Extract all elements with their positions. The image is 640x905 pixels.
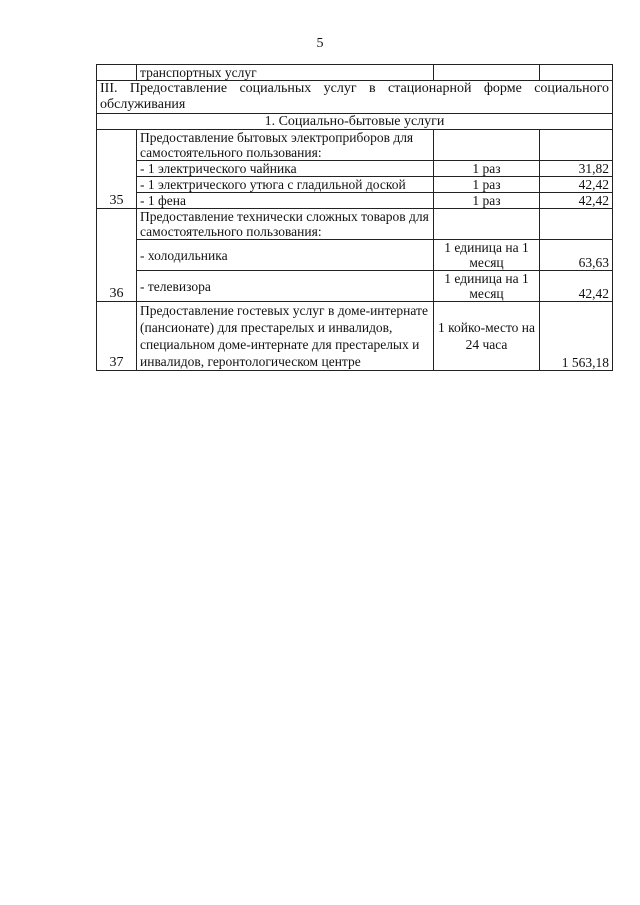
service-name-cell: - холодильника bbox=[137, 240, 434, 271]
unit-cell: 1 раз bbox=[434, 161, 540, 177]
service-name-cell: - 1 электрического утюга с гладильной доской bbox=[137, 177, 434, 193]
table-row bbox=[97, 240, 613, 271]
tariff-table bbox=[96, 64, 613, 371]
service-name-cell: - 1 фена bbox=[137, 193, 434, 209]
table-row-continuation bbox=[97, 65, 613, 81]
service-name-cell: - телевизора bbox=[137, 271, 434, 302]
unit-cell bbox=[434, 130, 540, 161]
table-row bbox=[97, 161, 613, 177]
item-heading: Предоставление технически сложных товаров для самостоятельного пользования: bbox=[137, 209, 434, 240]
price-cell bbox=[540, 130, 613, 161]
price-cell: 1 563,18 bbox=[540, 302, 613, 371]
price-cell bbox=[540, 209, 613, 240]
price-cell: 42,42 bbox=[540, 177, 613, 193]
item-number: 36 bbox=[97, 209, 137, 302]
table-row bbox=[97, 177, 613, 193]
price-cell bbox=[540, 65, 613, 81]
table-row bbox=[97, 302, 613, 371]
price-cell: 42,42 bbox=[540, 193, 613, 209]
subsection-heading-row bbox=[97, 114, 613, 130]
number-cell bbox=[97, 65, 137, 81]
table-row bbox=[97, 193, 613, 209]
table-row bbox=[97, 130, 613, 161]
price-cell: 42,42 bbox=[540, 271, 613, 302]
service-name-cell: - 1 электрического чайника bbox=[137, 161, 434, 177]
unit-cell: 1 единица на 1 месяц bbox=[434, 240, 540, 271]
unit-cell bbox=[434, 209, 540, 240]
item-heading: Предоставление бытовых электроприборов для самостоятельного пользования: bbox=[137, 130, 434, 161]
price-cell: 63,63 bbox=[540, 240, 613, 271]
service-name-cell: Предоставление гостевых услуг в доме-интернате (пансионате) для престарелых и инвалидов, специальном доме-интернате для престарелых и инвалидов, геронтологическом центре bbox=[137, 302, 434, 371]
unit-cell bbox=[434, 65, 540, 81]
section-heading-row bbox=[97, 81, 613, 114]
unit-cell: 1 единица на 1 месяц bbox=[434, 271, 540, 302]
section-title: III. Предоставление социальных услуг в стационарной форме социального обслуживания bbox=[97, 81, 613, 114]
service-name-cell: транспортных услуг bbox=[137, 65, 434, 81]
unit-cell: 1 раз bbox=[434, 177, 540, 193]
table-row bbox=[97, 209, 613, 240]
item-number: 35 bbox=[97, 130, 137, 209]
subsection-title: 1. Социально-бытовые услуги bbox=[97, 114, 613, 130]
unit-cell: 1 раз bbox=[434, 193, 540, 209]
unit-cell: 1 койко-место на 24 часа bbox=[434, 302, 540, 371]
price-cell: 31,82 bbox=[540, 161, 613, 177]
page-number: 5 bbox=[316, 36, 324, 51]
table-row bbox=[97, 271, 613, 302]
item-number: 37 bbox=[97, 302, 137, 371]
